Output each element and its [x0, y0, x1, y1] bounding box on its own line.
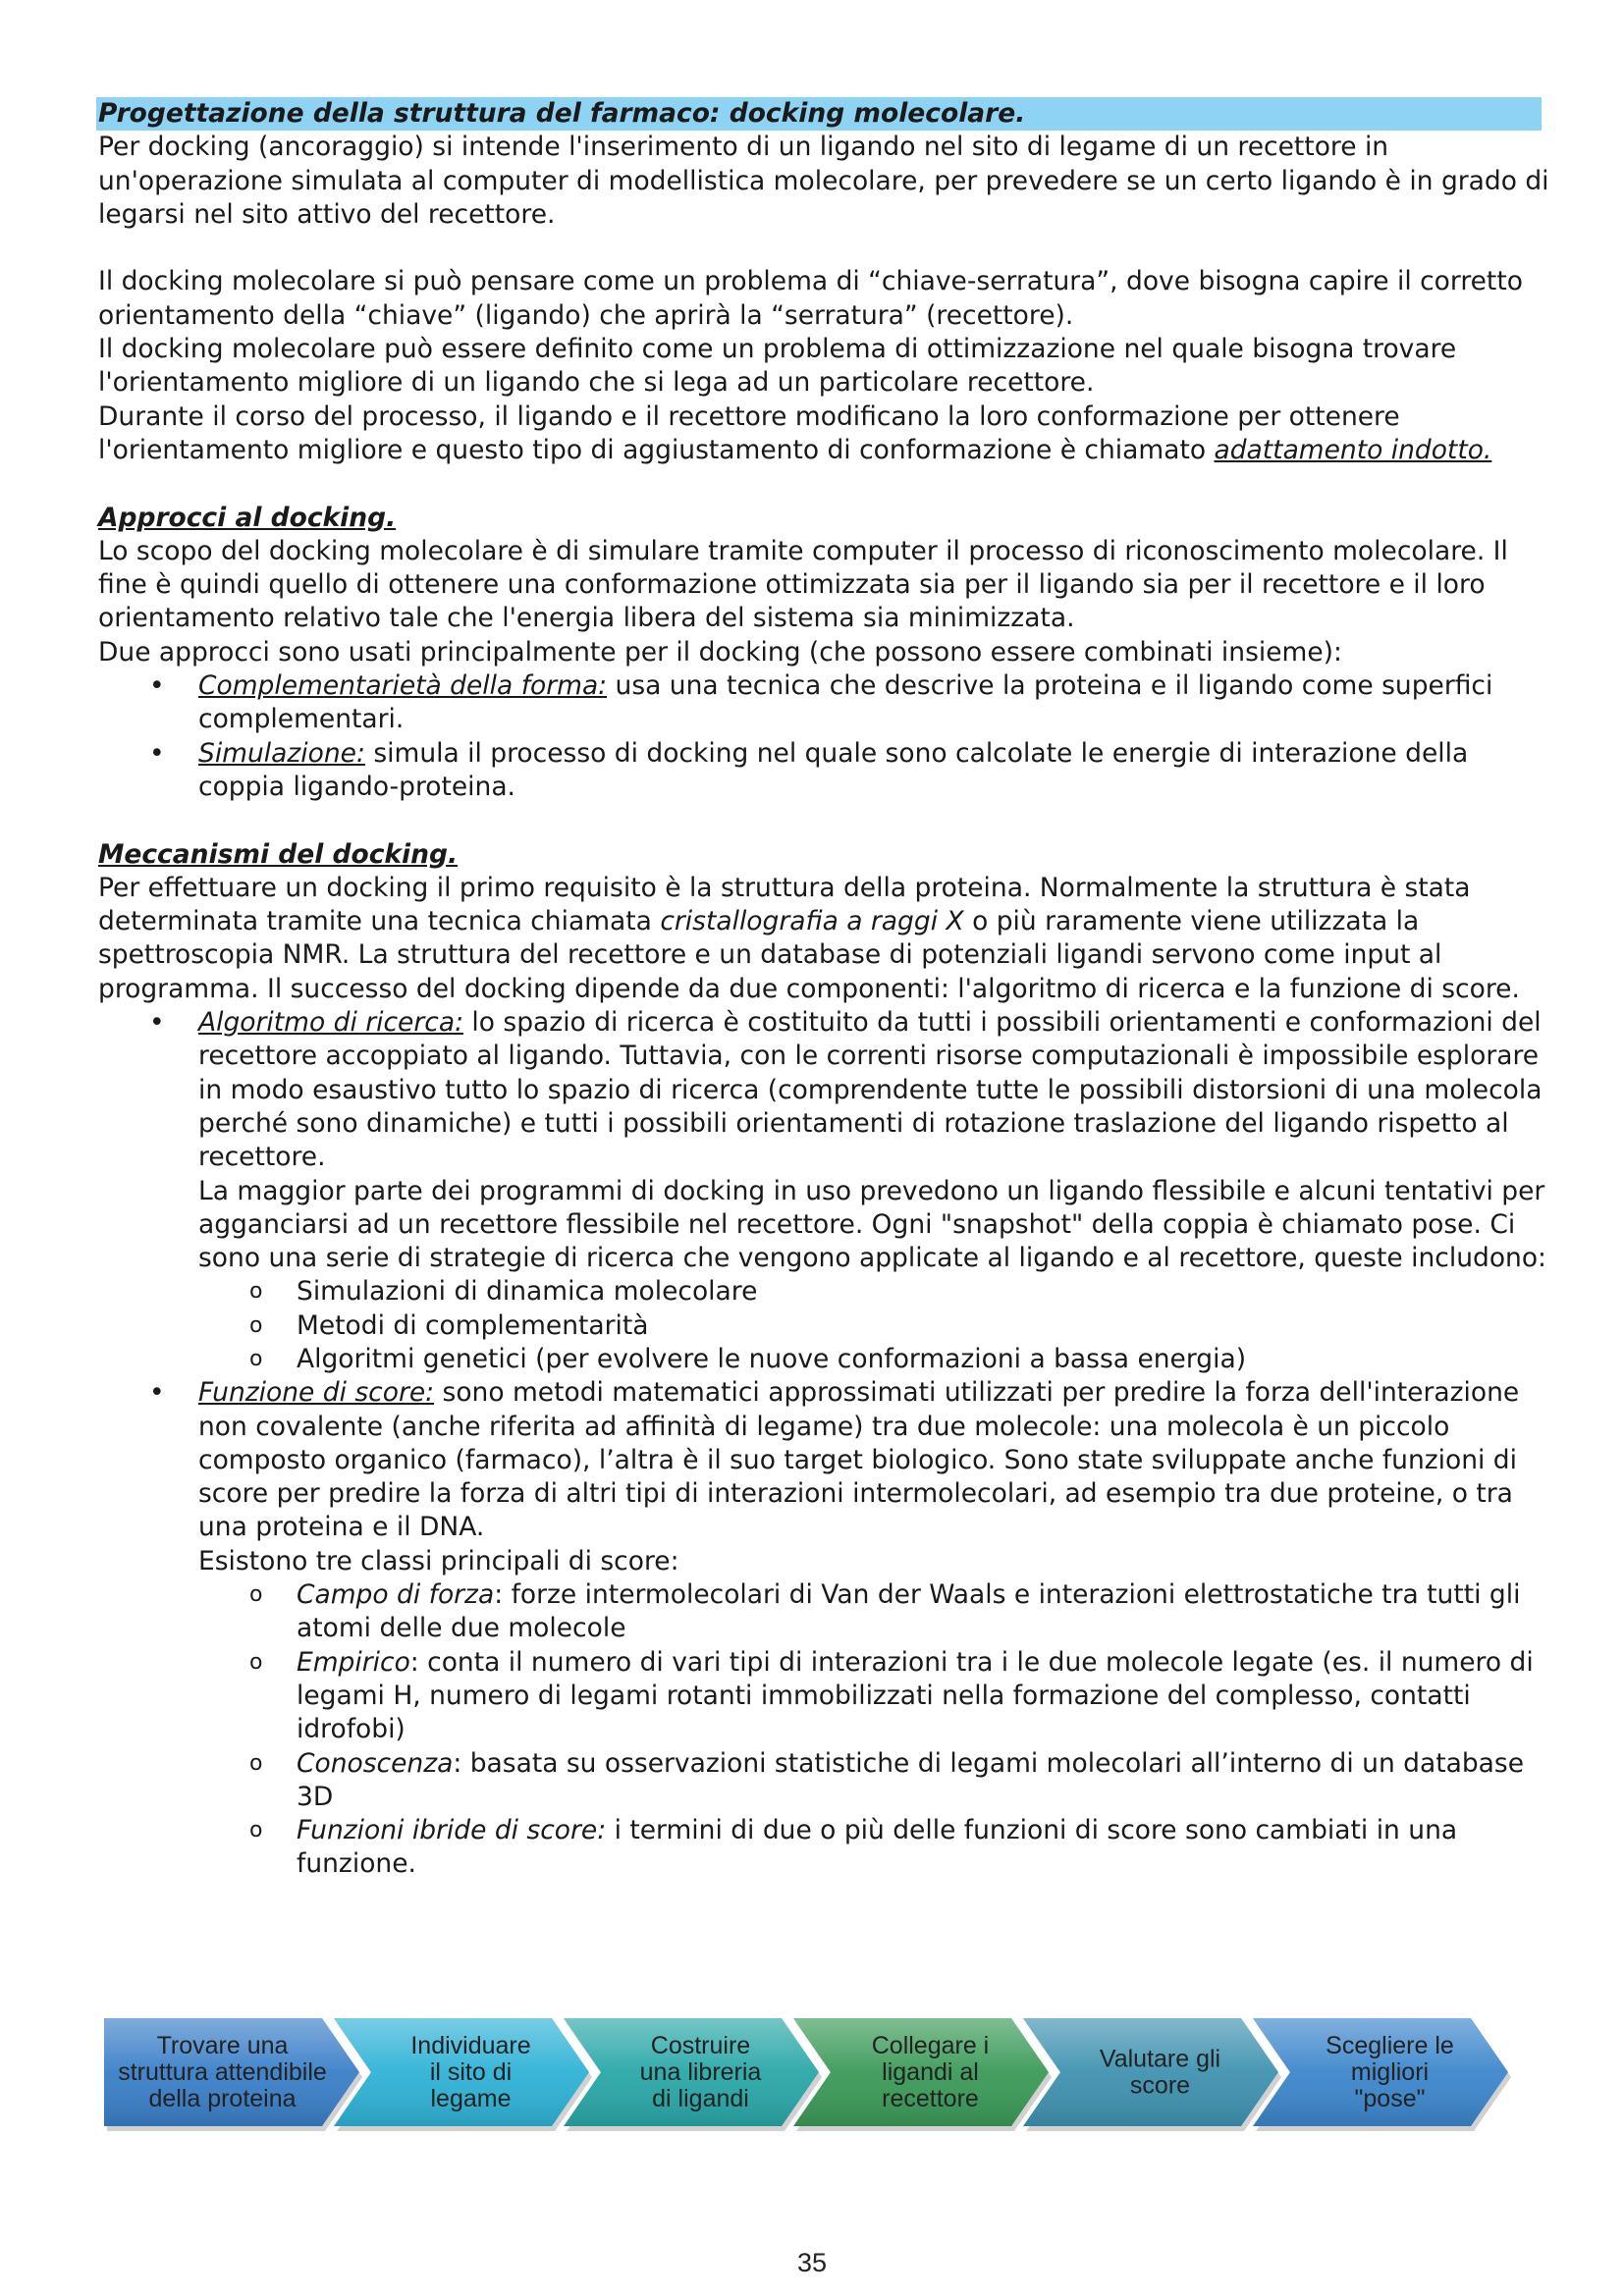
flow-step-label: recettore	[882, 2085, 979, 2112]
list-item: • Complementarietà della forma: usa una tecnica che descrive la proteina e il ligando come superfici complementari.	[98, 669, 1551, 737]
sub-list-item: o Simulazioni di dinamica molecolare	[198, 1275, 1551, 1308]
list-item: • Simulazione: simula il processo di docking nel quale sono calcolate le energie di interazione della coppia ligando-proteina.	[98, 737, 1551, 805]
flow-step-label: di ligandi	[652, 2085, 749, 2112]
score-classes-list	[198, 1578, 1551, 1882]
flow-step-label: ligandi al	[882, 2058, 979, 2086]
flow-step-label: score	[1129, 2071, 1191, 2100]
flow-step-3	[564, 2018, 822, 2131]
flow-step-label: "pose"	[1354, 2085, 1426, 2112]
document-body	[98, 97, 1551, 1882]
heading-approcci: Approcci al docking.	[98, 502, 397, 533]
flow-step-label: una libreria	[639, 2058, 762, 2086]
flow-step-label: legame	[430, 2085, 512, 2112]
sub-list-item: o Metodi di complementarità	[198, 1309, 1551, 1343]
meccanismi-list	[98, 1006, 1551, 1882]
flow-step-5	[1023, 2018, 1281, 2131]
heading-meccanismi: Meccanismi del docking.	[98, 838, 459, 870]
flow-step-label: della proteina	[148, 2085, 297, 2112]
flow-step-label: Trovare una	[156, 2032, 289, 2059]
flow-step-label: Scegliere le	[1326, 2032, 1454, 2059]
approcci-paragraph: Lo scopo del docking molecolare è di simulare tramite computer il processo di riconoscimento molecolare. Il fine è quindi quello di ottenere una conformazione ottimizzata sia per il ligando sia per il recettore e il loro orientamento relativo tale che l'energia libera del sistema sia minimizzata.	[98, 535, 1508, 634]
meccanismi-paragraph: Per effettuare un docking il primo requisito è la struttura della proteina. Normalmente la struttura è stata determinata tramite una tecnica chiamata cristallografia a raggi X o più raramente viene utilizzata la spettroscopia NMR. La struttura del recettore e un database di potenziali ligandi servono come input al programma. Il successo del docking dipende da due componenti: l'algoritmo di ricerca e la funzione di score.	[98, 872, 1520, 1004]
paragraph-optimization: Il docking molecolare può essere definito come un problema di ottimizzazione nel quale bisogna trovare l'orientamento migliore di un ligando che si lega ad un particolare recettore.	[98, 334, 1457, 399]
flow-step-1	[104, 2018, 362, 2131]
induced-fit-term: adattamento indotto.	[1214, 434, 1492, 465]
process-flow-svg	[104, 2014, 1616, 2134]
sub-list-item: o Empirico: conta il numero di vari tipi di interazioni tra i le due molecole legate (es. il numero di legami H, numero di legami rotanti immobilizzati nella formazione del complesso, contatti idrofobi)	[198, 1646, 1551, 1747]
section-title: Progettazione della struttura del farmaco: docking molecolare.	[96, 97, 1542, 131]
flow-step-label: Individuare	[410, 2032, 531, 2059]
paragraph-key-lock: Il docking molecolare si può pensare come un problema di “chiave-serratura”, dove bisogna capire il corretto orientamento della “chiave” (ligando) che aprirà la “serratura” (recettore).	[98, 266, 1523, 331]
page-number: 35	[796, 2248, 828, 2277]
flow-step-label: Costruire	[650, 2032, 751, 2059]
intro-paragraph: Per docking (ancoraggio) si intende l'inserimento di un ligando nel sito di legame di un recettore in un'operazione simulata al computer di modellistica molecolare, per prevedere se un certo ligando è in grado di legarsi nel sito attivo del recettore.	[98, 132, 1549, 230]
flow-step-label: Valutare gli	[1099, 2045, 1221, 2073]
sub-list-item: o Campo di forza: forze intermolecolari di Van der Waals e interazioni elettrostatiche tra tutti gli atomi delle due molecole	[198, 1578, 1551, 1646]
sub-list-item: o Algoritmi genetici (per evolvere le nuove conformazioni a bassa energia)	[198, 1343, 1551, 1376]
strategie-list	[198, 1275, 1551, 1376]
flow-step-label: Collegare i	[871, 2032, 990, 2059]
approcci-list	[98, 669, 1551, 804]
flow-step-6	[1253, 2018, 1511, 2131]
list-item-algoritmo: • Algoritmo di ricerca: lo spazio di ricerca è costituito da tutti i possibili orientamenti e conformazioni del recettore accoppiato al ligando. Tuttavia, con le correnti risorse computazionali è impossibile esplorare in modo esaustivo tutto lo spazio di ricerca (comprendente tutte le possibili distorsioni di una molecola perché sono dinamiche) e tutti i possibili orientamenti di rotazione traslazione del ligando rispetto al recettore. La maggior parte dei programmi di docking in uso prevedono un ligando flessibile e alcuni tentativi per agganciarsi ad un recettore flessibile nel recettore. Ogni "snapshot" della coppia è chiamato pose. Ci sono una serie di strategie di ricerca che vengono applicate al ligando e al recettore, queste includono: o Simulazioni di dinamica molecolare o Metodi di complementarità o Algoritmi genetici (per evolvere le nuove conformazioni a bassa energia)	[98, 1006, 1551, 1376]
process-flow-diagram	[104, 2014, 1616, 2134]
flow-step-label: il sito di	[429, 2058, 513, 2086]
flow-step-label: migliori	[1350, 2058, 1430, 2086]
flow-step-label: struttura attendibile	[118, 2058, 327, 2086]
flow-step-4	[793, 2018, 1052, 2131]
sub-list-item: o Conoscenza: basata su osservazioni statistiche di legami molecolari all’interno di un database 3D	[198, 1747, 1551, 1815]
sub-list-item: o Funzioni ibride di score: i termini di due o più delle funzioni di score sono cambiati in una funzione.	[198, 1814, 1551, 1882]
paragraph-induced-fit: Durante il corso del processo, il ligando e il recettore modificano la loro conformazione per ottenere l'orientamento migliore e questo tipo di aggiustamento di conformazione è chiamato adattamento indotto.	[98, 400, 1492, 465]
approcci-intro-list: Due approcci sono usati principalmente per il docking (che possono essere combinati insieme):	[98, 636, 1342, 667]
list-item-funzione: • Funzione di score: sono metodi matematici approssimati utilizzati per predire la forza dell'interazione non covalente (anche riferita ad affinità di legame) tra due molecole: una molecola è un piccolo composto organico (farmaco), l’altra è il suo target biologico. Sono state sviluppate anche funzioni di score per predire la forza di altri tipi di interazioni intermolecolari, ad esempio tra due proteine, o tra una proteina e il DNA. Esistono tre classi principali di score: o Campo di forza: forze intermolecolari di Van der Waals e interazioni elettrostatiche tra tutti gli atomi delle due molecole o Empirico: conta il numero di vari tipi di interazioni tra i le due molecole legate (es. il numero di legami H, numero di legami rotanti immobilizzati nella formazione del complesso, contatti idrofobi) o Conoscenza: basata su osservazioni statistiche di legami molecolari all’interno di un database 3D o Funzioni ibride di score: i termini di due o più delle funzioni di score sono cambiati in una funzione.	[98, 1376, 1551, 1881]
flow-step-2	[334, 2018, 592, 2131]
